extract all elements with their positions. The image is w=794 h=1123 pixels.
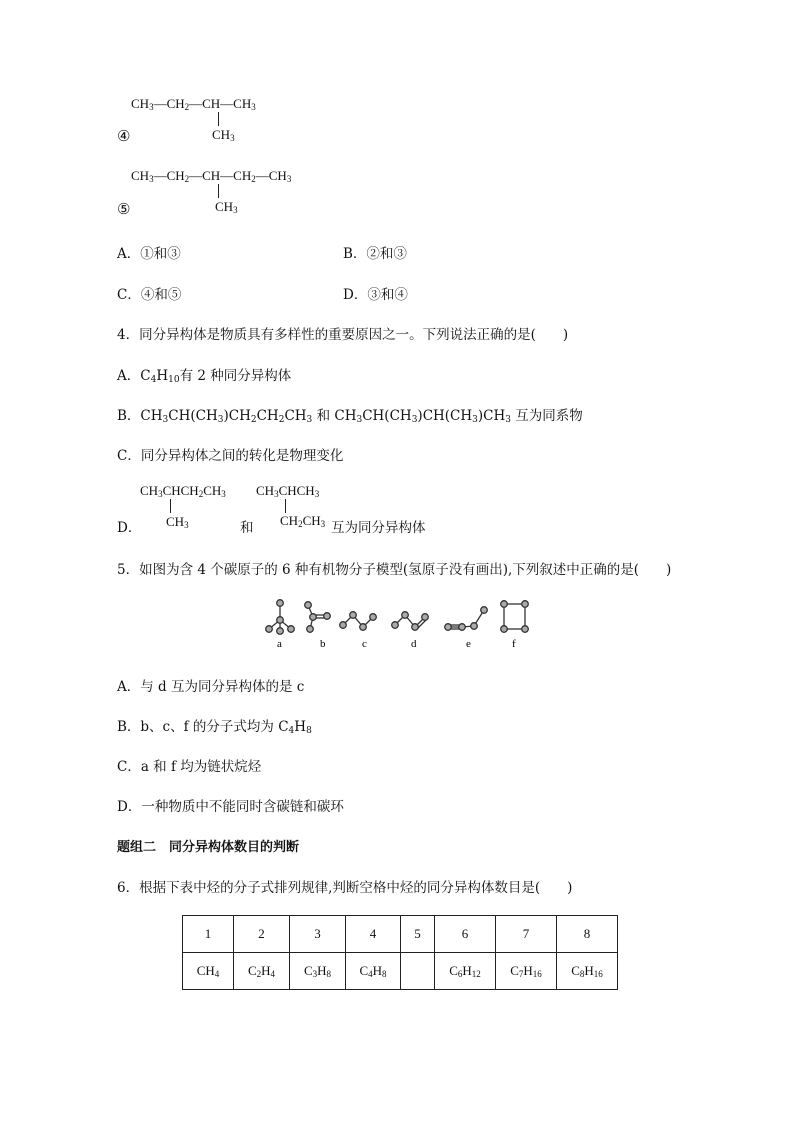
structure-4-number: ④ [117, 127, 131, 145]
q3-option-c: C．④和⑤ [117, 287, 182, 303]
table-header-cell: 5 [401, 916, 435, 953]
table-header-cell: 2 [234, 916, 290, 953]
q4-option-b: B．$CH_3CH(CH_3)CH_2CH_2CH_3$ 和 $CH_3CH(CH_3)CH(CH_3)CH_3$ 互为同系物 [117, 408, 583, 425]
q5-stem: 5．如图为含 4 个碳原子的 6 种有机物分子模型(氢原子没有画出),下列叙述中正确的是( ) [117, 562, 672, 578]
table-formula-cell: $C_6H_{12}$ [435, 953, 496, 990]
structure-4-branch: $CH_3$ [212, 127, 235, 143]
structure-5-number: ⑤ [117, 200, 131, 218]
q5-option-d: D．一种物质中不能同时含碳链和碳环 [117, 799, 344, 815]
q4-option-a: A．$C_4H_{10}$有 2 种同分异构体 [117, 368, 292, 385]
model-label-a: a [277, 638, 282, 650]
structure-5-branch: $CH_3$ [215, 199, 238, 215]
q3-option-a: A．①和③ [117, 246, 181, 262]
q4-stem: 4．同分异构体是物质具有多样性的重要原因之一。下列说法正确的是( ) [117, 327, 569, 343]
table-formula-cell-blank [401, 953, 435, 990]
q3-option-b: B．②和③ [343, 246, 407, 262]
table-header-cell: 8 [557, 916, 618, 953]
table-header-cell: 6 [435, 916, 496, 953]
table-header-cell: 3 [290, 916, 346, 953]
structure-4-bond [218, 112, 219, 126]
q4-d-molecule-1-chain: $CH_3CHCH_2CH_3$ [140, 483, 226, 499]
model-label-c: c [362, 638, 367, 650]
q3-option-d: D．③和④ [343, 287, 408, 303]
structure-5-main-chain: $CH_3—CH_2—CH—CH_2—CH_3$ [131, 168, 292, 184]
model-label-e: e [466, 638, 471, 650]
q4-option-d-suffix: 互为同分异构体 [331, 520, 426, 536]
structure-5-bond [218, 184, 219, 198]
model-label-f: f [512, 638, 516, 650]
q6-stem: 6．根据下表中烃的分子式排列规律,判断空格中烃的同分异构体数目是( ) [117, 880, 573, 896]
structure-4-main-chain: $CH_3—CH_2—CH—CH_3$ [131, 96, 256, 112]
q4-option-d-and: 和 [240, 520, 254, 536]
table-formula-row [183, 953, 618, 990]
hydrocarbon-table [182, 915, 618, 990]
table-header-row [183, 916, 618, 953]
table-formula-cell: $C_7H_{16}$ [496, 953, 557, 990]
table-formula-cell: $C_2H_4$ [234, 953, 290, 990]
table-header-cell: 7 [496, 916, 557, 953]
table-formula-cell: $C_8H_{16}$ [557, 953, 618, 990]
table-header-cell: 4 [346, 916, 401, 953]
table-header-cell: 1 [183, 916, 234, 953]
model-label-b: b [320, 638, 326, 650]
table-formula-cell: $C_3H_8$ [290, 953, 346, 990]
table-formula-cell: $C_4H_8$ [346, 953, 401, 990]
q4-d-molecule-1-bond [170, 499, 171, 513]
q5-option-c: C．a 和 f 均为链状烷烃 [117, 759, 262, 775]
q4-d-molecule-2-chain: $CH_3CHCH_3$ [256, 483, 320, 499]
q5-option-a: A．与 d 互为同分异构体的是 c [117, 679, 305, 695]
q4-d-molecule-1-branch: $CH_3$ [166, 514, 189, 530]
group-2-title: 题组二 同分异构体数目的判断 [117, 840, 300, 855]
molecule-models-figure [255, 595, 545, 653]
q4-d-molecule-2-bond [285, 499, 286, 513]
q5-option-b: B．b、c、f 的分子式均为 $C_4H_8$ [117, 719, 312, 736]
table-formula-cell: $CH_4$ [183, 953, 234, 990]
q4-option-c: C．同分异构体之间的转化是物理变化 [117, 448, 344, 464]
model-label-d: d [411, 638, 417, 650]
q4-d-molecule-2-branch: $CH_2CH_3$ [280, 513, 326, 529]
q4-option-d-label: D． [117, 520, 142, 536]
